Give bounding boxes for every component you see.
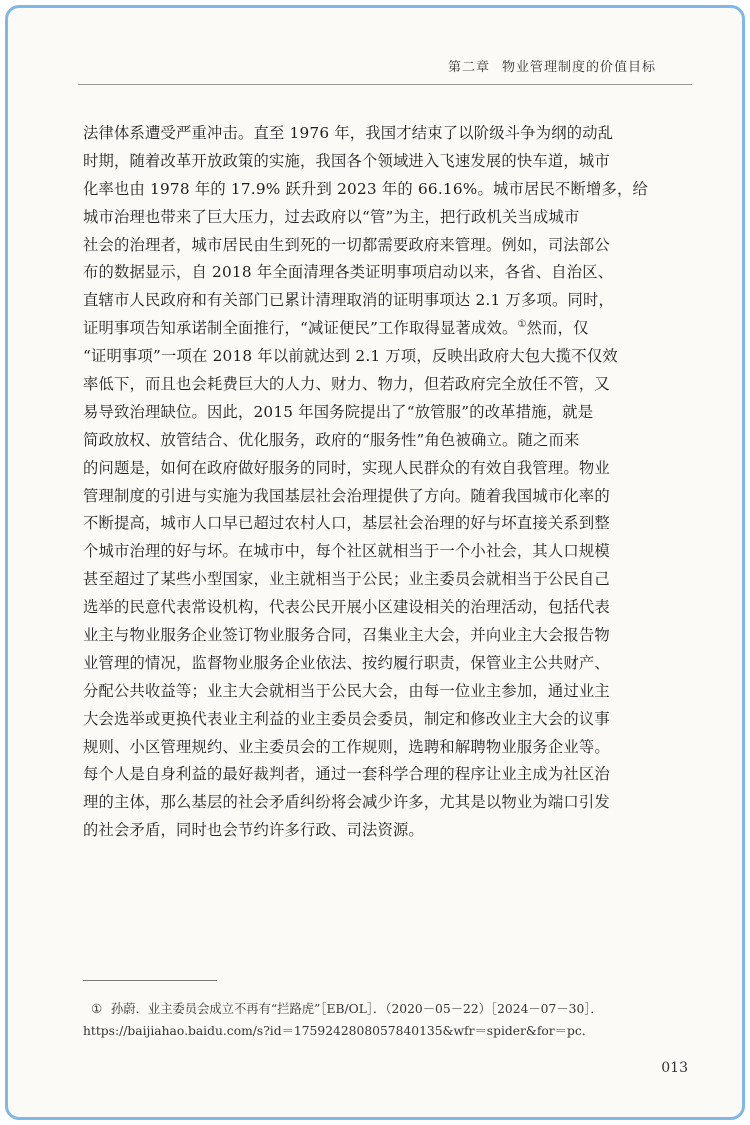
text-line: 法律体系遭受严重冲击。直至 1976 年，我国才结束了以阶级斗争为纲的动乱	[83, 124, 614, 142]
text-line: 大会选举或更换代表业主利益的业主委员会委员，制定和修改业主大会的议事	[83, 709, 610, 728]
footnote-reference[interactable]: ①	[517, 319, 527, 331]
text-line: 管理制度的引进与实施为我国基层社会治理提供了方向。随着我国城市化率的	[83, 486, 610, 505]
text-line: 甚至超过了某些小型国家，业主就相当于公民；业主委员会就相当于公民自己	[83, 570, 610, 589]
footnote-rule	[83, 980, 217, 981]
text-line: 业主与物业服务企业签订物业服务合同，召集业主大会，并向业主大会报告物	[83, 626, 610, 645]
text-line: 布的数据显示，自 2018 年全面清理各类证明事项启动以来，各省、自治区、	[83, 263, 614, 282]
running-header	[448, 56, 688, 78]
text-line: 规则、小区管理规约、业主委员会的工作规则，选聘和解聘物业服务企业等。	[83, 737, 610, 756]
text-segment: 然而，仅	[526, 319, 589, 338]
text-line: “证明事项”一项在 2018 年以前就达到 2.1 万项，反映出政府大包大揽不仅效	[83, 347, 618, 366]
text-line: 每个人是自身利益的最好裁判者，通过一套科学合理的程序让业主成为社区治	[83, 765, 610, 784]
chapter-label: 第二章	[448, 60, 491, 75]
text-line: 选举的民意代表常设机构，代表公民开展小区建设相关的治理活动，包括代表	[83, 598, 610, 617]
text-line: 的社会矛盾，同时也会节约许多行政、司法资源。	[83, 821, 424, 840]
text-line: 率低下，而且也会耗费巨大的人力、财力、物力，但若政府完全放任不管，又	[83, 375, 610, 394]
text-line: 业管理的情况，监督物业服务企业依法、按约履行职责，保管业主公共财产、	[83, 653, 610, 672]
footnote-mark: ①	[91, 1002, 103, 1016]
chapter-title: 物业管理制度的价值目标	[502, 60, 657, 75]
body-paragraph	[83, 120, 683, 845]
text-line: 不断提高，城市人口早已超过农村人口，基层社会治理的好与坏直接关系到整	[83, 514, 610, 533]
text-line: 理的主体，那么基层的社会矛盾纠纷将会减少许多，尤其是以物业为端口引发	[83, 793, 610, 812]
footnote-url[interactable]: https://baijiahao.baidu.com/s?id＝1759242808057840135&wfr＝spider&for＝pc．	[83, 1024, 595, 1038]
page-number: 013	[661, 1060, 688, 1076]
text-line-with-footnote	[83, 315, 683, 343]
footnote	[83, 998, 693, 1042]
footnote-line	[83, 998, 693, 1020]
text-line: 社会的治理者，城市居民由生到死的一切都需要政府来管理。例如，司法部公	[83, 235, 610, 254]
text-line: 分配公共收益等；业主大会就相当于公民大会，由每一位业主参加，通过业主	[83, 681, 610, 700]
footnote-citation: 孙蔚．业主委员会成立不再有“拦路虎”［EB/OL］．（2020－05－22）［2024－07－30］．	[111, 1002, 603, 1016]
text-line: 城市治理也带来了巨大压力，过去政府以“管”为主，把行政机关当成城市	[83, 207, 580, 226]
text-line: 化率也由 1978 年的 17.9% 跃升到 2023 年的 66.16%。城市居民不断增多，给	[83, 179, 648, 198]
text-line: 直辖市人民政府和有关部门已累计清理取消的证明事项达 2.1 万多项。同时，	[83, 291, 614, 310]
text-segment: 证明事项告知承诺制全面推行，“减证便民”工作取得显著成效。	[83, 319, 518, 338]
page-frame	[5, 5, 745, 1120]
text-line: 易导致治理缺位。因此，2015 年国务院提出了“放管服”的改革措施，就是	[83, 402, 594, 421]
text-line: 的问题是，如何在政府做好服务的同时，实现人民群众的有效自我管理。物业	[83, 458, 610, 477]
text-line: 个城市治理的好与坏。在城市中，每个社区就相当于一个小社会，其人口规模	[83, 542, 610, 561]
header-rule	[78, 84, 692, 85]
text-line: 时期，随着改革开放政策的实施，我国各个领域进入飞速发展的快车道，城市	[83, 151, 610, 170]
text-line: 简政放权、放管结合、优化服务，政府的“服务性”角色被确立。随之而来	[83, 430, 580, 449]
